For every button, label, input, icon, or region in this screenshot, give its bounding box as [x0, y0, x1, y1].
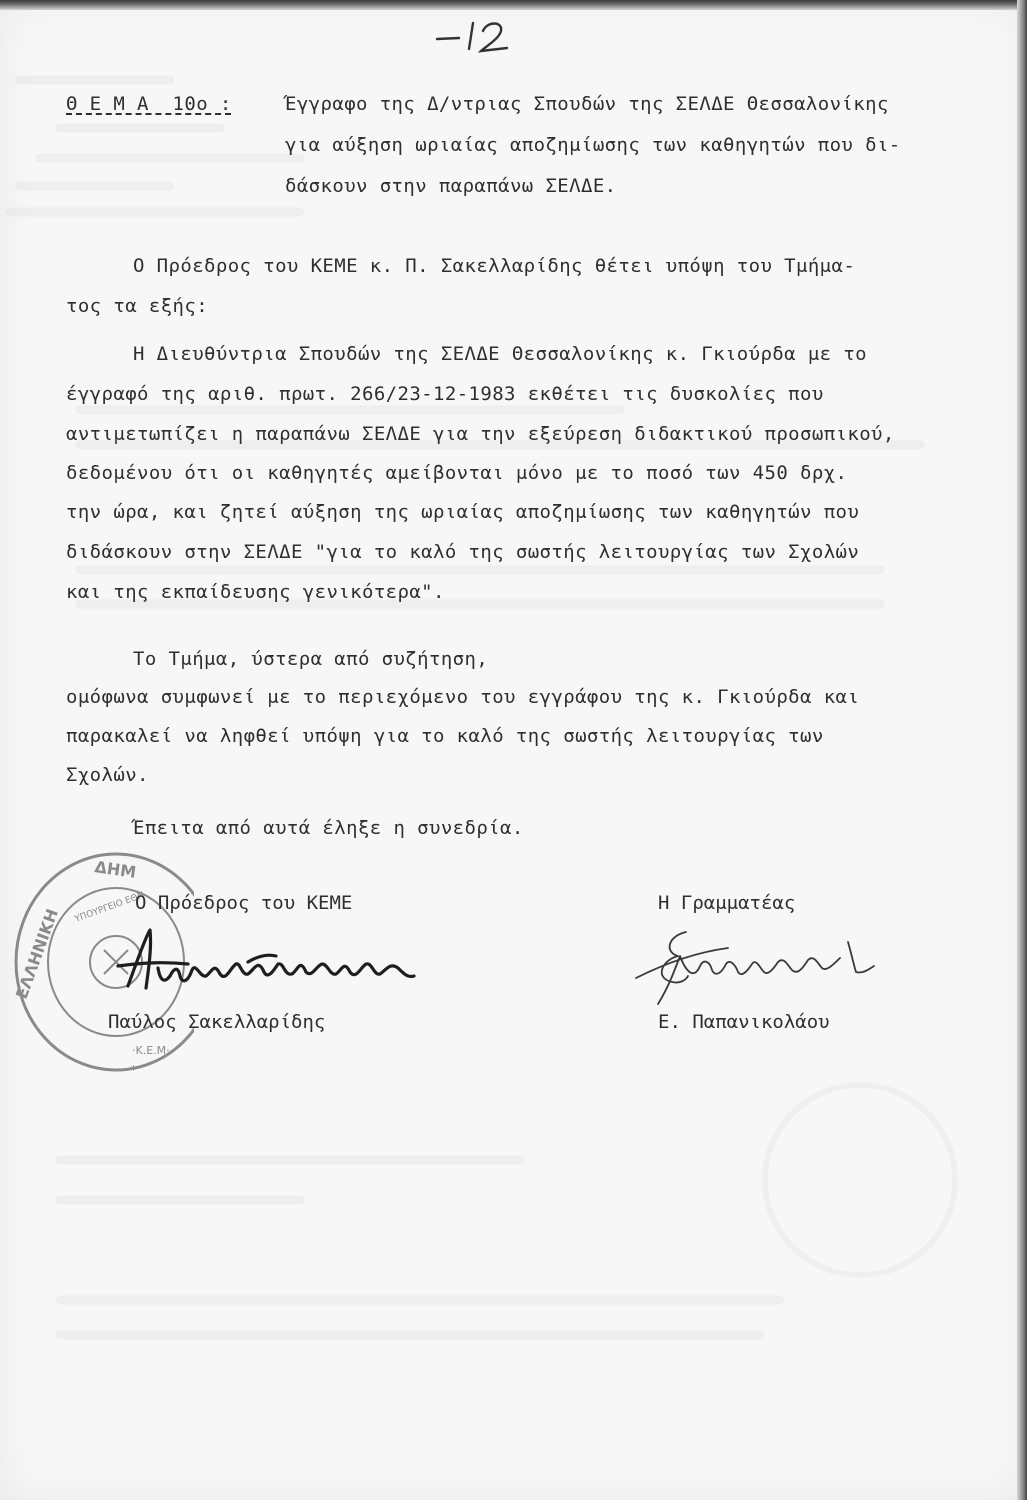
signatory-title-left: Ο Πρόεδρος του ΚΕΜΕ — [135, 892, 353, 914]
signature-right — [628, 922, 878, 1012]
signatory-name-right: Ε. Παπανικολάου — [658, 1011, 830, 1033]
paragraph-line: διδάσκουν στην ΣΕΛΔΕ "για το καλό της σωστής λειτουργίας των Σχολών — [66, 541, 860, 563]
paragraph-line: ομόφωνα συμφωνεί με το περιεχόμενο του εγγράφου της κ. Γκιούρδα και — [66, 686, 860, 708]
handwritten-page-number — [425, 15, 545, 55]
paragraph-line: Ο Πρόεδρος του ΚΕΜΕ κ. Π. Σακελλαρίδης θέτει υπόψη του Τμήμα- — [133, 255, 856, 277]
topic-title-line: δάσκουν στην παραπάνω ΣΕΛΔΕ. — [285, 175, 617, 197]
svg-text:ΥΠΟΥΡΓΕΙΟ ΕΘΝ: ΥΠΟΥΡΓΕΙΟ ΕΘΝ — [73, 890, 146, 925]
topic-label: Θ Ε Μ Α 10ο : — [66, 93, 232, 115]
scan-top-edge — [0, 0, 1027, 10]
svg-text:*: * — [130, 1063, 138, 1075]
topic-title-line: για αύξηση ωριαίας αποζημίωσης των καθηγητών που δι- — [285, 134, 901, 156]
signature-left — [108, 918, 428, 1008]
paragraph-line: την ώρα, και ζητεί αύξηση της ωριαίας αποζημίωσης των καθηγητών που — [66, 501, 860, 523]
page-number-handwriting-icon — [425, 15, 545, 55]
paragraph-line: αντιμετωπίζει η παραπάνω ΣΕΛΔΕ για την εξεύρεση διδακτικού προσωπικού, — [66, 423, 895, 445]
signatory-title-right: Η Γραμματέας — [658, 892, 796, 914]
paragraph-line: Σχολών. — [66, 764, 149, 786]
paragraph-line: τος τα εξής: — [66, 295, 209, 317]
topic-title-line: Έγγραφο της Δ/ντριας Σπουδών της ΣΕΛΔΕ Θεσσαλονίκης — [285, 93, 889, 115]
svg-text:ΕΛΛΗΝΙΚΗ: ΕΛΛΗΝΙΚΗ — [11, 906, 62, 1002]
svg-text:·Κ.Ε.Μ·: ·Κ.Ε.Μ· — [132, 1044, 170, 1057]
paragraph-line: Η Διευθύντρια Σπουδών της ΣΕΛΔΕ Θεσσαλονίκης κ. Γκιούρδα με το — [133, 343, 868, 365]
paragraph-line: Το Τμήμα, ύστερα από συζήτηση, — [133, 648, 489, 670]
paragraph-line: και της εκπαίδευσης γενικότερα". — [66, 581, 445, 603]
paragraph-line: παρακαλεί να ληφθεί υπόψη για το καλό της σωστής λειτουργίας των — [66, 725, 824, 747]
paragraph-line: δεδομένου ότι οι καθηγητές αμείβονται μόνο με το ποσό των 450 δρχ. — [66, 462, 848, 484]
closing-line: Έπειτα από αυτά έληξε η συνεδρία. — [133, 817, 524, 839]
handwritten-signature-icon — [628, 922, 878, 1012]
scan-right-edge — [1017, 0, 1027, 1500]
handwritten-signature-icon — [108, 918, 428, 1008]
signatory-name-left: Παύλος Σακελλαρίδης — [108, 1011, 326, 1033]
paragraph-line: έγγραφό της αριθ. πρωτ. 266/23-12-1983 εκθέτει τις δυσκολίες που — [66, 383, 824, 405]
svg-text:ΔΗΜ: ΔΗΜ — [93, 857, 138, 882]
